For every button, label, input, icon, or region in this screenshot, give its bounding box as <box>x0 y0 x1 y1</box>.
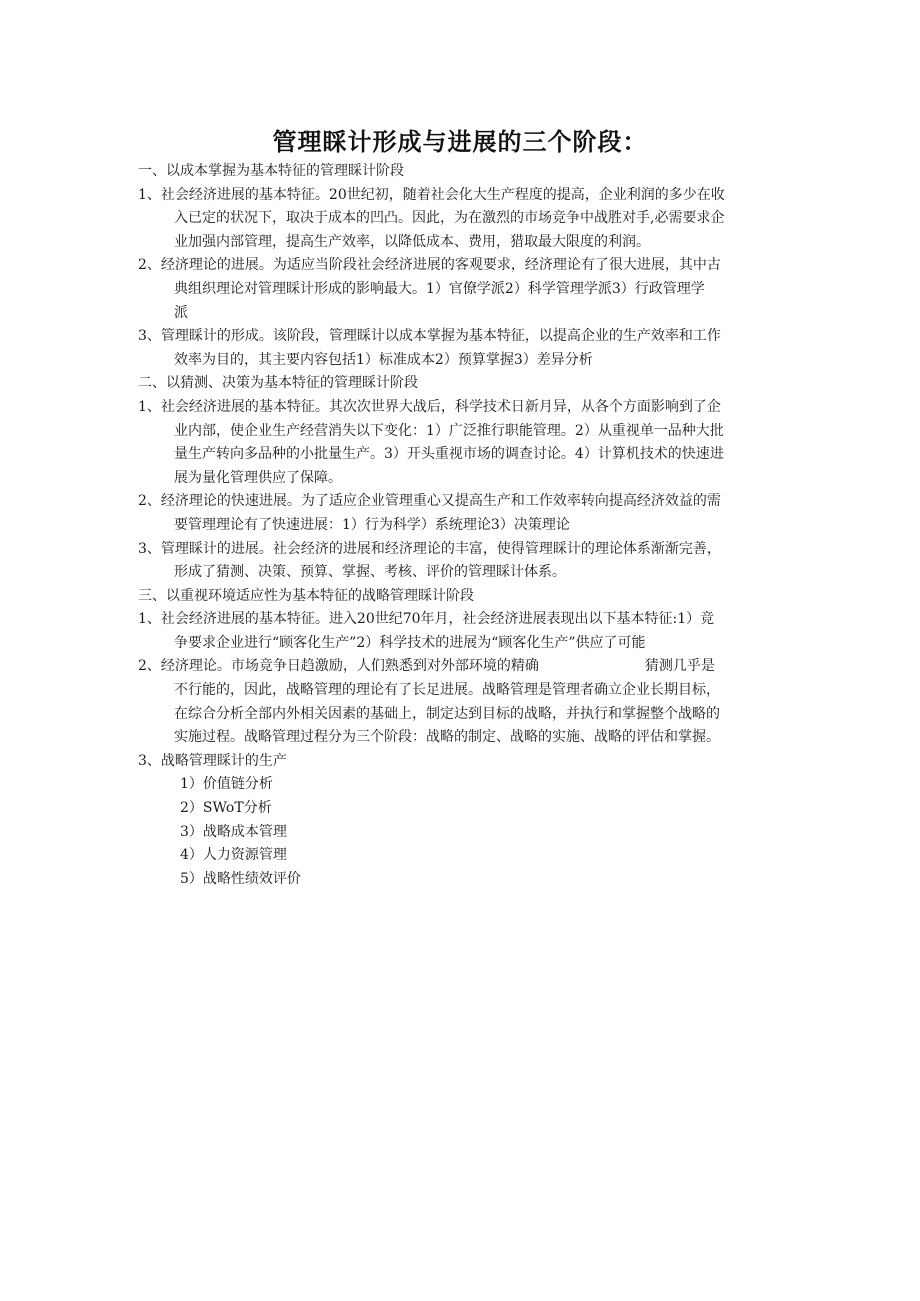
list-item: 5）战略性绩效评价 <box>180 870 301 887</box>
paragraph-line: 派 <box>174 304 188 321</box>
paragraph-line-part: 猜测几乎是 <box>644 658 715 675</box>
paragraph-line: 展为量化管理供应了保障。 <box>174 469 342 486</box>
list-item: 1）价值链分析 <box>180 776 273 793</box>
paragraph-line: 入已定的状况下，取决于成本的凹凸。因此，为在激烈的市场竞争中战胜对手,必需要求企 <box>174 210 725 227</box>
paragraph-line: 效率为目的，其主要内容包括1）标准成本2）预算掌握3）差异分析 <box>174 351 593 368</box>
paragraph-line: 实施过程。战略管理过程分为三个阶段：战略的制定、战略的实施、战略的评估和掌握。 <box>174 729 720 746</box>
paragraph-line: 量生产转向多品种的小批量生产。3）开头重视市场的调查讨论。4）计算机技术的快速进 <box>174 446 724 463</box>
paragraph-line: 不行能的，因此，战略管理的理论有了长足进展。战略管理是管理者确立企业长期目标， <box>174 682 720 699</box>
paragraph-line: 形成了猜测、决策、预算、掌握、考核、评价的管理睬计体系。 <box>174 564 566 581</box>
paragraph-line: 1、社会经济进展的基本特征。其次次世界大战后，科学技术日新月异，从各个方面影响到了企 <box>138 398 721 415</box>
paragraph-line: 1、社会经济进展的基本特征。进入20世纪70年月，社会经济进展表现出以下基本特征:1）竞 <box>138 611 715 628</box>
paragraph-line-part: 2、经济理论。市场竞争日趋激励，人们熟悉到对外部环境的精确 <box>138 658 539 675</box>
section-heading: 二、以猜测、决策为基本特征的管理睬计阶段 <box>138 375 418 392</box>
document-body <box>138 160 788 891</box>
paragraph-line: 3、管理睬计的形成。该阶段，管理睬计以成本掌握为基本特征，以提高企业的生产效率和工作 <box>138 328 721 345</box>
paragraph-line: 争要求企业进行“顾客化生产”2）科学技术的进展为“顾客化生产”供应了可能 <box>174 634 646 651</box>
section-heading: 三、以重视环境适应性为基本特征的战略管理睬计阶段 <box>138 587 474 604</box>
paragraph-line: 1、社会经济进展的基本特征。20世纪初，随着社会化大生产程度的提高，企业利润的多少在收 <box>138 186 725 203</box>
paragraph-line: 2、经济理论的快速进展。为了适应企业管理重心又提高生产和工作效率转向提高经济效益的需 <box>138 493 721 510</box>
paragraph-line: 典组织理论对管理睬计形成的影响最大。1）官僚学派2）科学管理学派3）行政管理学 <box>174 280 705 297</box>
page-title: 管理睬计形成与进展的三个阶段： <box>272 128 648 156</box>
paragraph-line: 2、经济理论的进展。为适应当阶段社会经济进展的客观要求，经济理论有了很大进展，其中古 <box>138 257 721 274</box>
paragraph-line: 业加强内部管理，提高生产效率，以降低成本、费用，猎取最大限度的利润。 <box>174 233 650 250</box>
list-item: 4）人力资源管理 <box>180 847 287 864</box>
paragraph-line <box>138 655 788 679</box>
list-item: 2）SWoT分析 <box>180 800 272 817</box>
list-item: 3）战略成本管理 <box>180 823 287 840</box>
paragraph-line: 3、战略管理睬计的生产 <box>138 752 287 769</box>
paragraph-line: 要管理理论有了快速进展：1）行为科学）系统理论3）决策理论 <box>174 516 570 533</box>
section-heading: 一、以成本掌握为基本特征的管理睬计阶段 <box>138 163 404 179</box>
paragraph-line: 在综合分析全部内外相关因素的基础上，制定达到目标的战略，并执行和掌握整个战略的 <box>174 705 720 722</box>
paragraph-line: 3、管理睬计的进展。社会经济的进展和经济理论的丰富，使得管理睬计的理论体系渐渐完善， <box>138 540 721 557</box>
paragraph-line: 业内部，使企业生产经营消失以下变化：1）广泛推行职能管理。2）从重视单一品种大批 <box>174 422 724 439</box>
